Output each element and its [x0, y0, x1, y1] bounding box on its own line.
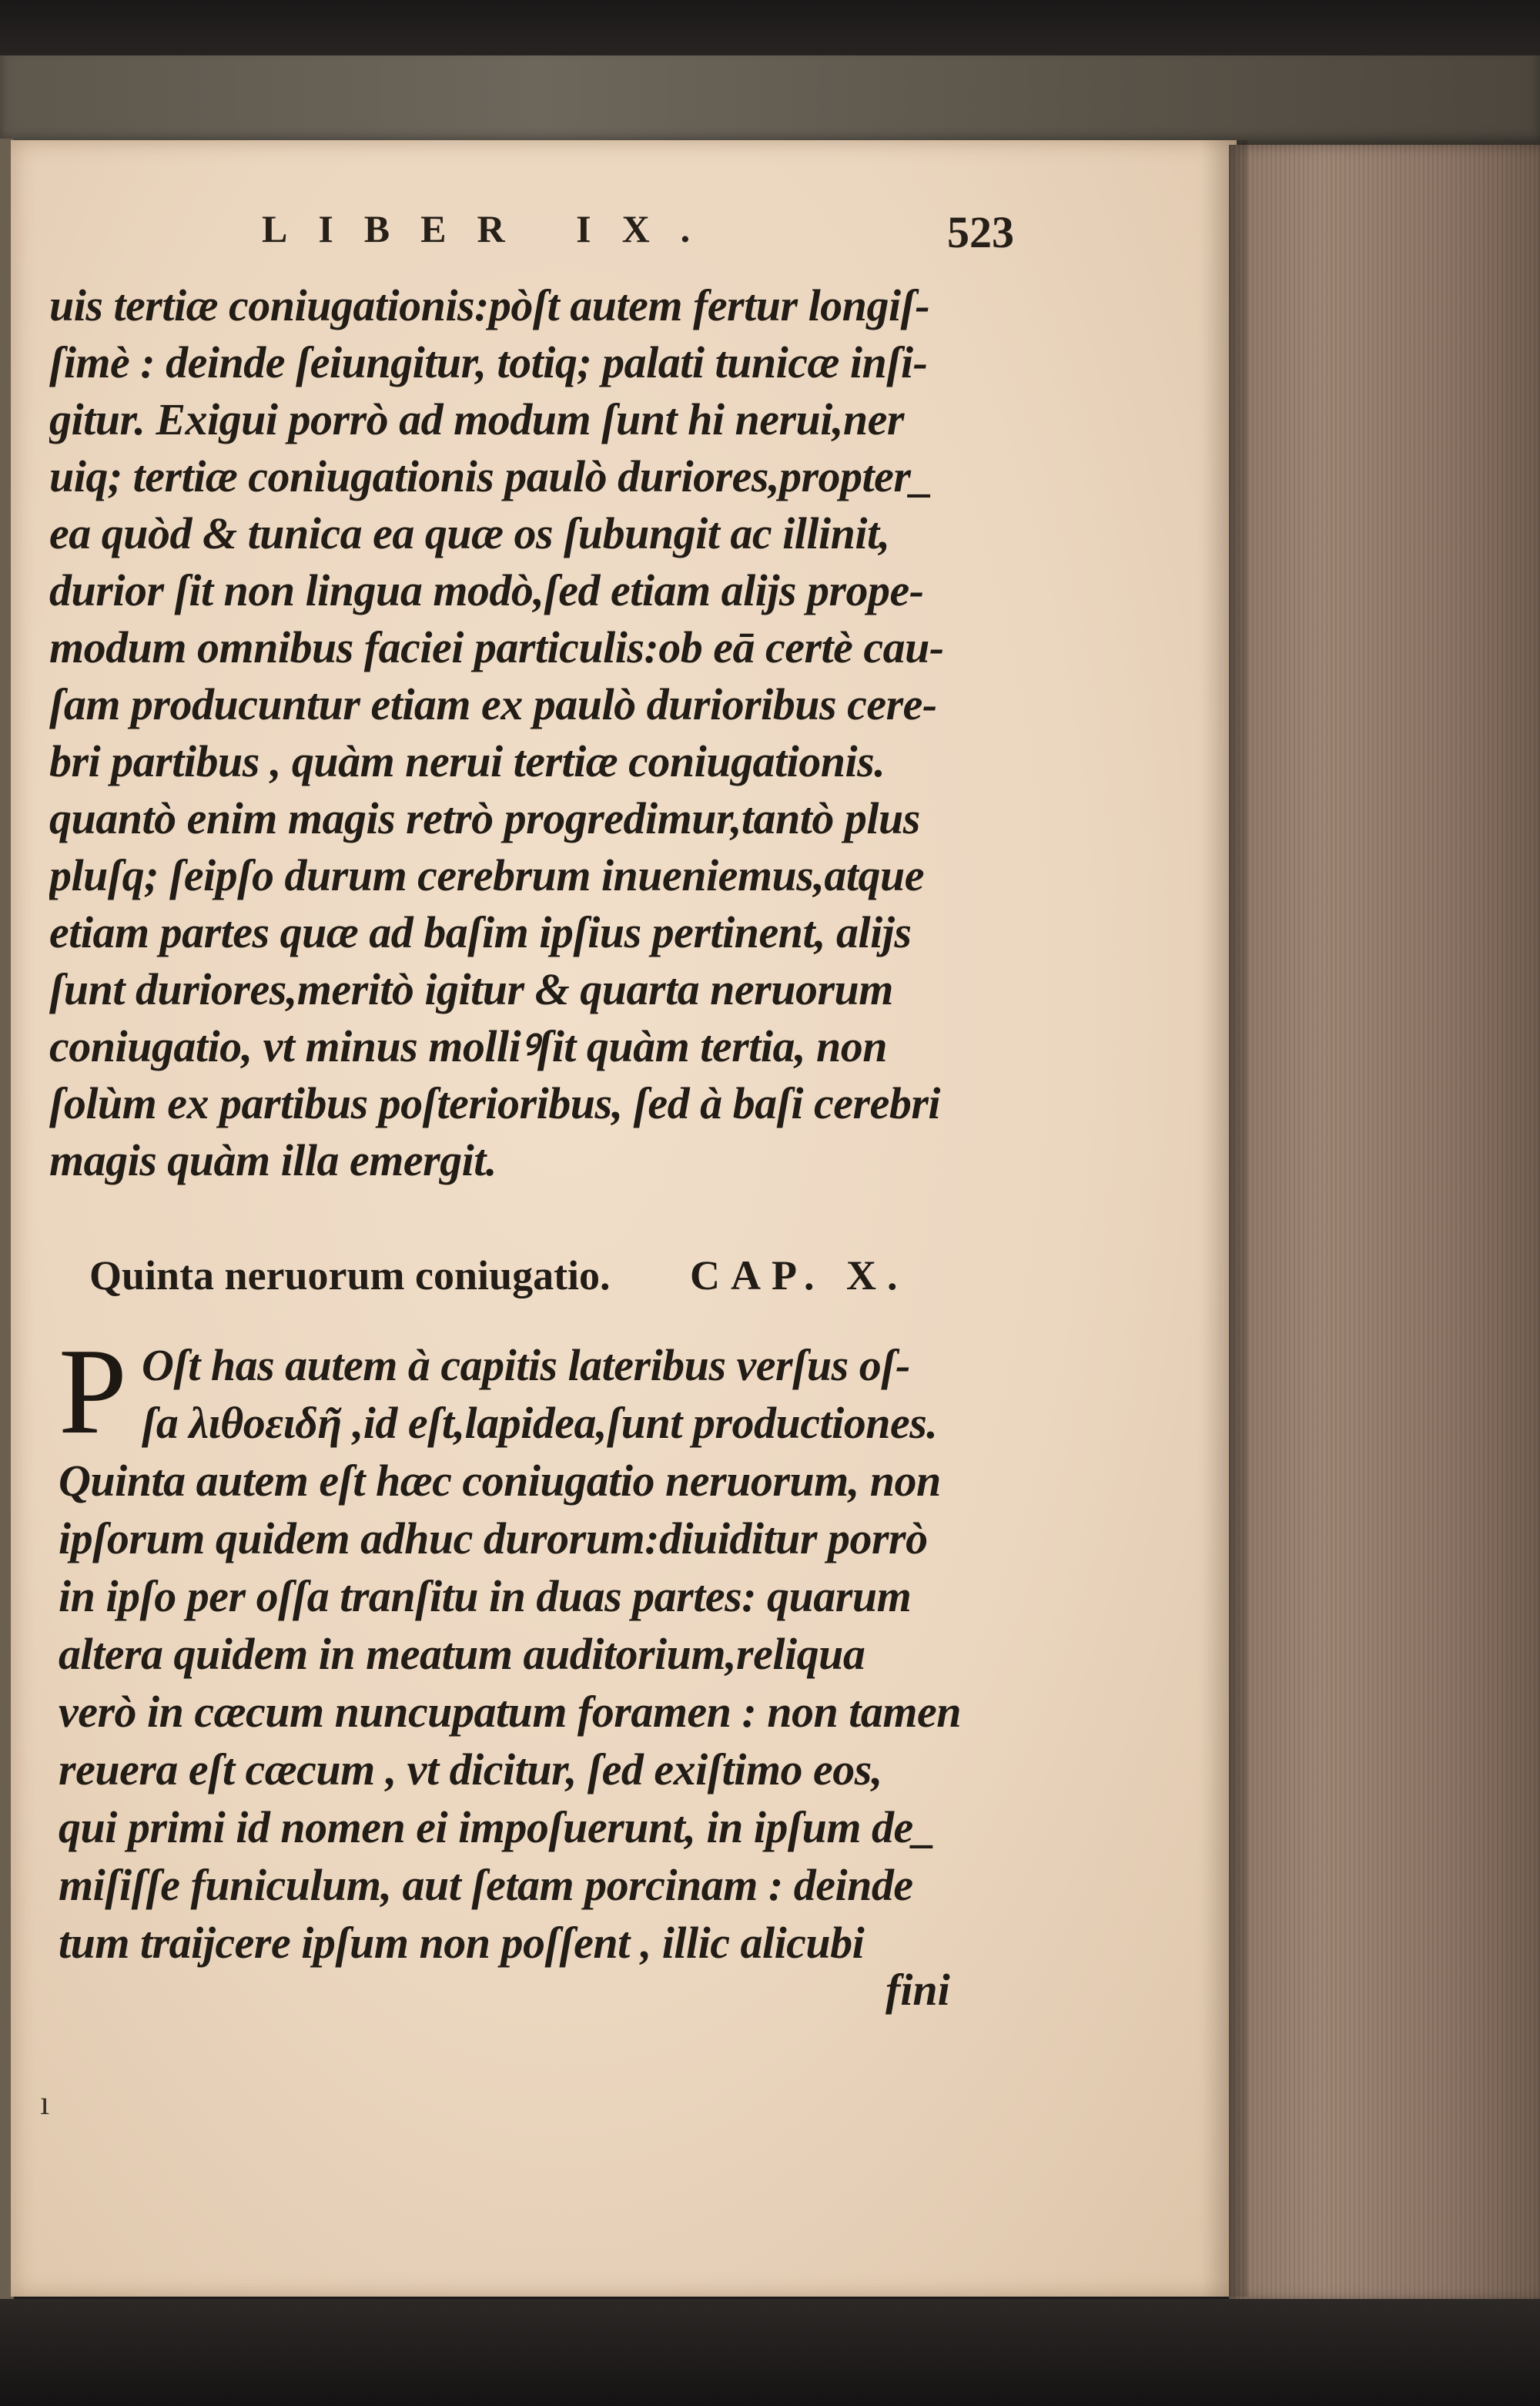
text-line: tum traijcere ipſum non poſſent , illic alicubi	[59, 1918, 865, 1968]
paragraph-continued	[49, 277, 966, 1189]
chapter-heading	[89, 1252, 936, 1313]
text-line: ſimè : deinde ſeiungitur, totiq; palati tunicæ inſi-	[49, 337, 928, 387]
text-line: qui primi id nomen ei impoſuerunt, in ipſum de_	[59, 1802, 936, 1852]
page-gutter-shadow	[1201, 140, 1247, 2297]
text-line: miſiſſe funiculum, aut ſetam porcinam : deinde	[59, 1860, 913, 1910]
margin-mark: ı	[40, 2084, 50, 2122]
text-line: bri partibus , quàm nerui tertiæ coniugationis.	[49, 736, 886, 786]
text-line: ſunt duriores,meritò igitur & quarta neruorum	[49, 964, 893, 1014]
text-line: etiam partes quæ ad baſim ipſius pertinent, alijs	[49, 907, 912, 957]
text-line: durior ſit non lingua modò,ſed etiam alijs prope-	[49, 565, 924, 615]
chapter-paragraph	[59, 1322, 975, 1972]
text-line: magis quàm illa emergit.	[49, 1135, 497, 1185]
text-line: Quinta autem eſt hæc coniugatio neruorum, non	[59, 1456, 941, 1506]
page-number: 523	[947, 207, 1014, 257]
text-line: Oſt has autem à capitis lateribus verſus oſ-	[142, 1340, 910, 1390]
text-line: altera quidem in meatum auditorium,reliqua	[59, 1629, 865, 1679]
text-line: coniugatio, vt minus molliꝰſit quàm tertia, non	[49, 1021, 887, 1071]
text-line: gitur. Exigui porrò ad modum ſunt hi nerui,ner	[49, 394, 904, 444]
text-line: ſolùm ex partibus poſterioribus, ſed à baſi cerebri	[49, 1078, 941, 1128]
chapter-number: CAP. X.	[690, 1252, 909, 1299]
catchword: fini	[886, 1965, 950, 2015]
book-fore-edge	[1229, 145, 1540, 2301]
chapter-title: Quinta neruorum coniugatio.	[89, 1252, 611, 1299]
text-line: verò in cæcum nuncupatum foramen : non tamen	[59, 1687, 961, 1737]
text-line: modum omnibus faciei particulis:ob eā certè cau-	[49, 622, 944, 672]
book-top-edge	[0, 55, 1540, 146]
text-line: uiq; tertiæ coniugationis paulò duriores,propter_	[49, 451, 932, 501]
text-line: pluſq; ſeipſo durum cerebrum inueniemus,atque	[49, 850, 924, 900]
text-line: in ipſo per oſſa tranſitu in duas partes: quarum	[59, 1571, 912, 1621]
running-head: LIBER IX.	[262, 207, 721, 250]
drop-cap-initial: P	[59, 1322, 127, 1459]
text-line: uis tertiæ coniugationis:pòſt autem fertur longiſ-	[49, 280, 930, 330]
bottom-background	[0, 2299, 1540, 2406]
text-line: ea quòd & tunica ea quæ os ſubungit ac illinit,	[49, 508, 890, 558]
page-header	[262, 206, 1032, 276]
text-line: ipſorum quidem adhuc durorum:diuiditur porrò	[59, 1513, 928, 1563]
text-line: quantò enim magis retrò progredimur,tantò plus	[49, 793, 920, 843]
text-line: ſam producuntur etiam ex paulò durioribus cere-	[49, 679, 937, 729]
text-line: ſa λιθοειδῆ ,id eſt,lapidea,ſunt productiones.	[142, 1398, 938, 1448]
text-line: reuera eſt cæcum , vt dicitur, ſed exiſtimo eos,	[59, 1744, 882, 1794]
